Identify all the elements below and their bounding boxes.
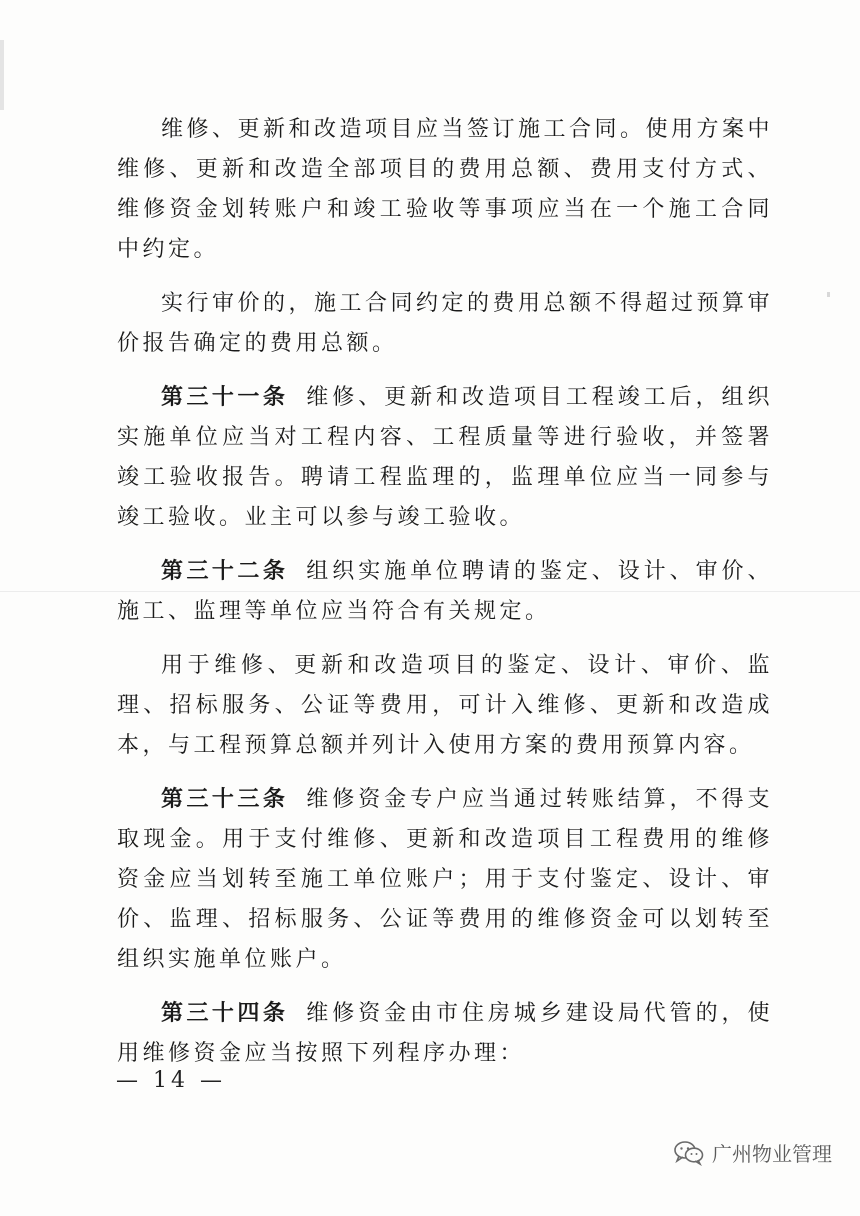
article-text: 维修、更新和改造项目工程竣工后，组织实施单位应当对工程内容、工程质量等进行验收，并签署竣工验收报告。聘请工程监理的，监理单位应当一同参与竣工验收。业主可以参与竣工验收。 (117, 385, 773, 530)
wechat-icon (674, 1140, 704, 1166)
scan-mark (827, 292, 830, 297)
paragraph-price-review (117, 284, 773, 364)
wechat-watermark (674, 1138, 832, 1167)
document-body (117, 110, 773, 1088)
paragraph-fees (117, 646, 773, 766)
article-33 (117, 780, 773, 980)
article-text: 组织实施单位聘请的鉴定、设计、审价、施工、监理等单位应当符合有关规定。 (117, 559, 773, 624)
article-heading: 第三十一条 (161, 385, 289, 410)
article-heading: 第三十四条 (161, 1001, 289, 1026)
paragraph-contract (117, 110, 773, 270)
scan-edge (0, 40, 4, 110)
article-34 (117, 994, 773, 1074)
article-32 (117, 552, 773, 632)
article-31 (117, 378, 773, 538)
page-number: — 14 — (116, 1068, 226, 1093)
paragraph-text: 实行审价的，施工合同约定的费用总额不得超过预算审价报告确定的费用总额。 (117, 291, 774, 356)
article-heading: 第三十三条 (161, 787, 289, 812)
article-heading: 第三十二条 (161, 559, 289, 584)
paragraph-text: 维修、更新和改造项目应当签订施工合同。使用方案中维修、更新和改造全部项目的费用总额、费用支付方式、维修资金划转账户和竣工验收等事项应当在一个施工合同中约定。 (117, 117, 774, 262)
watermark-text: 广州物业管理 (712, 1142, 832, 1166)
article-text: 维修资金专户应当通过转账结算，不得支取现金。用于支付维修、更新和改造项目工程费用的维修资金应当划转至施工单位账户；用于支付鉴定、设计、审价、监理、招标服务、公证等费用的维修资金可以划转至组织实施单位账户。 (117, 787, 773, 972)
paragraph-text: 用于维修、更新和改造项目的鉴定、设计、审价、监理、招标服务、公证等费用，可计入维修、更新和改造成本，与工程预算总额并列计入使用方案的费用预算内容。 (117, 653, 773, 758)
article-text: 维修资金由市住房城乡建设局代管的，使用维修资金应当按照下列程序办理： (117, 1001, 773, 1066)
